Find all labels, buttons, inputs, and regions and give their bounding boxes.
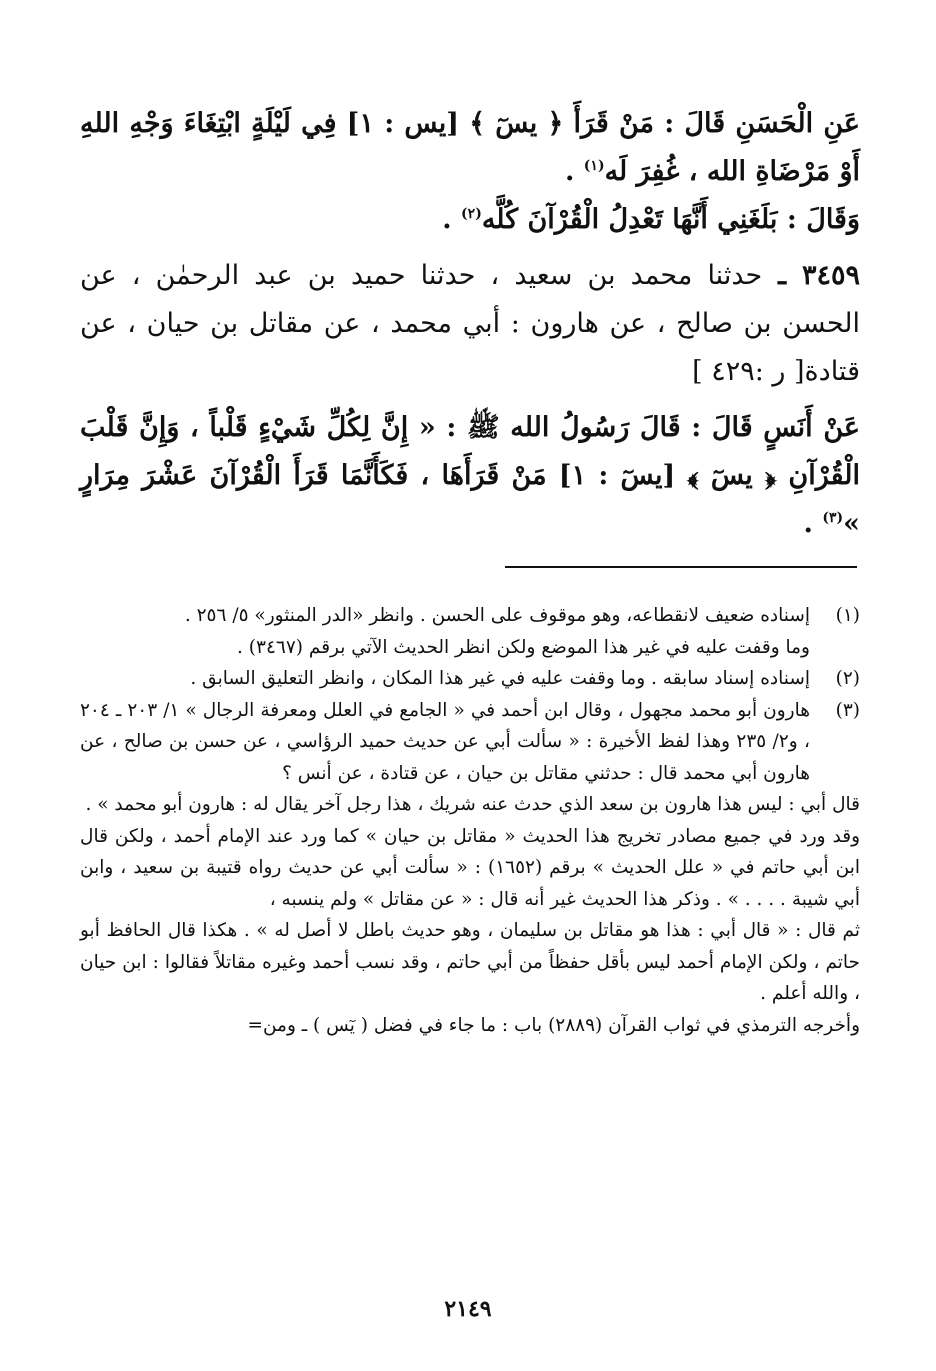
footnote-2 <box>80 663 860 695</box>
footnote-ref-1[interactable]: (١) <box>583 158 605 174</box>
footnote-line: هارون أبو محمد مجهول ، وقال ابن أحمد في « الجامع في العلل ومعرفة الرجال » ١/ ٢٠٣ ـ ٢٠٤ ، و٢/ ٢٣٥ وهذا لفظ الأخيرة : « سألت أبي عن حديث حميد الرؤاسي ، عن حسن بن صالح ، عن هارون أبي محمد قال : حدثني مقاتل بن حيان ، عن قتادة ، عن أنس ؟ <box>80 699 810 784</box>
footnote-paragraph: وأخرجه الترمذي في ثواب القرآن (٢٨٨٩) باب : ما جاء في فضل ( يٓس ) ـ ومن= <box>247 1014 860 1036</box>
footnote-3 <box>80 695 860 790</box>
hadith-text-hasan-end: . <box>564 156 584 187</box>
footnote-ref-3[interactable]: (٣) <box>822 510 844 526</box>
footnote-divider <box>505 566 857 568</box>
footnote-body <box>80 600 810 663</box>
hadith-isnad <box>80 252 860 396</box>
hadith-text-hasan-2-body: وَقَالَ : بَلَغَنِي أَنَّهَا تَعْدِلُ الْقُرْآنَ كُلَّه <box>481 204 860 235</box>
hadith-text-hasan <box>80 100 860 196</box>
footnote-number: (١) <box>835 605 860 626</box>
hadith-number: ٣٤٥٩ <box>801 260 860 291</box>
footnote-number: (٢) <box>835 668 860 689</box>
footnote-number: (٣) <box>835 699 860 721</box>
footnote-ref-2[interactable]: (٢) <box>461 206 482 222</box>
footnote-line: وما وقفت عليه في غير هذا الموضع ولكن انظر الحديث الآتي برقم (٣٤٦٧) . <box>237 636 810 658</box>
hadith-text-anas-body: عَنْ أَنَسٍ قَالَ : قَالَ رَسُولُ الله ﷺ : « إِنَّ لِكُلِّ شَيْءٍ قَلْباً ، وَإِنَّ قَلْبَ الْقُرْآنِ ﴿ يسٓ ﴾ [يسٓ : ١] مَنْ قَرَأَهَا ، فَكَأَنَّمَا قَرَأَ الْقُرْآنَ عَشْرَ مِرَارٍ » <box>80 412 860 539</box>
hadith-text-hasan-body: عَنِ الْحَسَنِ قَالَ : مَنْ قَرَأَ ﴿ يسٓ ﴾ [يس : ١] فِي لَيْلَةٍ ابْتِغَاءَ وَجْهِ اللهِ أَوْ مَرْضَاةِ الله ، غُفِرَ لَه <box>80 108 861 187</box>
hadith-text-anas <box>80 404 860 548</box>
footnote-line: إسناده إسناد سابقه . وما وقفت عليه في غير هذا المكان ، وانظر التعليق السابق . <box>190 668 810 689</box>
footnote-paragraph: وقد ورد في جميع مصادر تخريج هذا الحديث « مقاتل بن حيان » كما ورد عند الإمام أحمد ، ولكن قال ابن أبي حاتم في « علل الحديث » برقم (١٦٥٢) : « سألت أبي عن حديث رواه قتيبة بن سعيد ، وابن أبي شيبة . . . . » . وذكر هذا الحديث غير أنه قال : « عن مقاتل » ولم ينسبه ، <box>80 825 860 910</box>
hadith-text-hasan-2 <box>80 196 860 244</box>
footnote-body <box>80 663 810 695</box>
footnote-paragraph: ثم قال : « قال أبي : هذا هو مقاتل بن سليمان ، وهو حديث باطل لا أصل له » . هكذا قال الحافظ أبو حاتم ، ولكن الإمام أحمد ليس بأقل حفظاً من أبي حاتم ، وقد نسب أحمد وغيره مقاتلاً فقالوا : ابن حيان ، والله أعلم . <box>80 920 860 1004</box>
hadith-text-hasan-2-end: . <box>442 204 462 235</box>
hadith-number-separator: ـ <box>762 260 802 291</box>
hadith-text-anas-end: . <box>803 508 823 539</box>
isnad-text: حدثنا محمد بن سعيد ، حدثنا حميد بن عبد الرحمٰن ، عن الحسن بن صالح ، عن هارون : أبي محمد ، عن مقاتل بن حيان ، عن قتادة[ ر :٤٢٩ ] <box>80 260 860 387</box>
footnote-1 <box>80 600 860 663</box>
footnote-3-continuation <box>80 789 860 1041</box>
page-number: ٢١٤٩ <box>444 1296 492 1322</box>
footnote-line: إسناده ضعيف لانقطاعه، وهو موقوف على الحسن . وانظر «الدر المنثور» ٥/ ٢٥٦ . <box>184 605 810 626</box>
footnote-body <box>80 695 810 790</box>
main-text <box>80 100 860 548</box>
footnote-paragraph: قال أبي : ليس هذا هارون بن سعد الذي حدث عنه شريك ، هذا رجل آخر يقال له : هارون أبو محمد » . <box>85 794 860 815</box>
footnotes <box>80 600 860 1041</box>
